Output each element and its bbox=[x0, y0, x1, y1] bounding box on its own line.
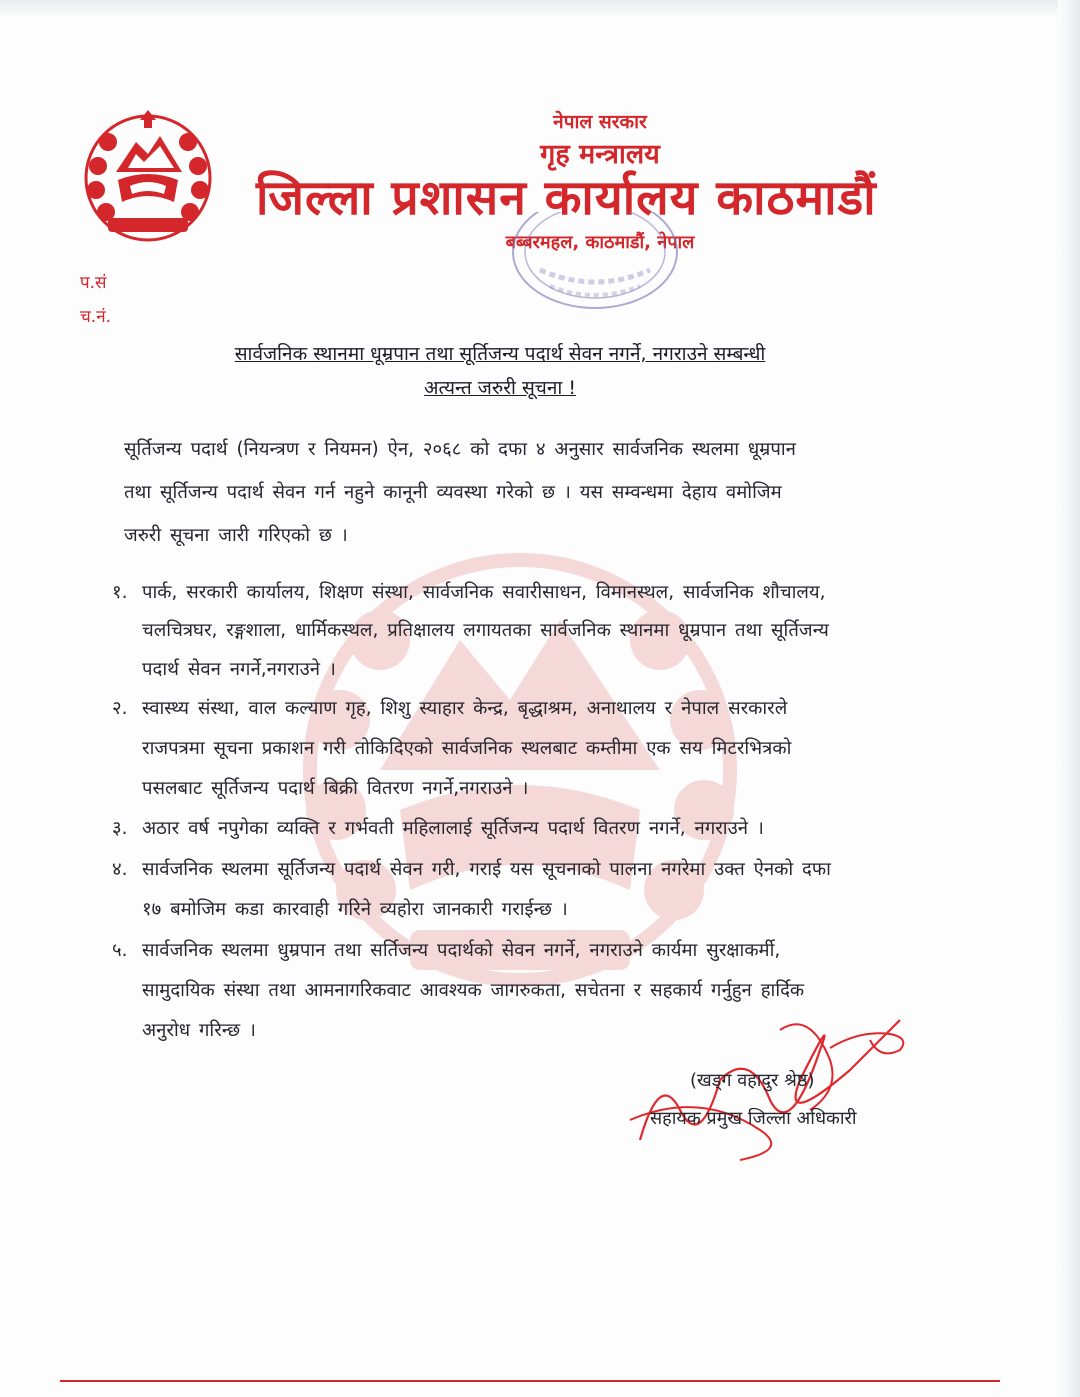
point-number: २. bbox=[112, 698, 128, 719]
letter-number-label: प.सं bbox=[80, 273, 107, 293]
signatory-name: (खड्ग वहादुर श्रेष्ठ) bbox=[690, 1070, 815, 1091]
notice-subject: सार्वजनिक स्थानमा धूम्रपान तथा सूर्तिजन्य पदार्थ सेवन नगर्ने, नगराउने सम्बन्धी bbox=[234, 343, 766, 365]
point-number: ५. bbox=[112, 940, 128, 961]
point-line: सामुदायिक संस्था तथा आमनागरिकवाट आवश्यक जागरुकता, सचेतना र सहकार्य गर्नुहुन हार्दिक bbox=[142, 980, 805, 1001]
point-line: अठार वर्ष नपुगेका व्यक्ति र गर्भवती महिलालाई सूर्तिजन्य पदार्थ वितरण नगर्ने, नगराउने । bbox=[142, 818, 764, 839]
office-name: जिल्ला प्रशासन कार्यालय काठमाडौं bbox=[256, 170, 877, 226]
point-line: पसलबाट सूर्तिजन्य पदार्थ बिक्री वितरण नगर्ने,नगराउने । bbox=[142, 778, 529, 799]
notice-heading: अत्यन्त जरुरी सूचना ! bbox=[424, 377, 576, 399]
government-name: नेपाल सरकार bbox=[553, 111, 647, 133]
office-stamp-icon bbox=[500, 212, 680, 312]
page-edge bbox=[1058, 0, 1080, 1397]
footer-rule bbox=[60, 1380, 1000, 1382]
point-line: सार्वजनिक स्थलमा सूर्तिजन्य पदार्थ सेवन गरी, गराई यस सूचनाको पालना नगरेमा उक्त ऐनको दफा bbox=[142, 859, 831, 880]
point-number: १. bbox=[112, 582, 128, 603]
point-line: चलचित्रघर, रङ्गशाला, धार्मिकस्थल, प्रतिक्षालय लगायतका सार्वजनिक स्थानमा धूम्रपान तथा सूर्तिजन्य bbox=[142, 620, 829, 641]
page-edge bbox=[0, 0, 1080, 18]
signatory-title: सहायक प्रमुख जिल्ला अधिकारी bbox=[650, 1108, 857, 1129]
office-address: बब्बरमहल, काठमाडौं, नेपाल bbox=[505, 232, 695, 253]
point-line: पार्क, सरकारी कार्यालय, शिक्षण संस्था, सार्वजनिक सवारीसाधन, विमानस्थल, सार्वजनिक शौचालय, bbox=[142, 582, 826, 603]
intro-line: तथा सूर्तिजन्य पदार्थ सेवन गर्न नहुने कानूनी व्यवस्था गरेको छ । यस सम्वन्धमा देहाय वमोजिम bbox=[124, 482, 782, 503]
point-line: सार्वजनिक स्थलमा धुम्रपान तथा सर्तिजन्य पदार्थको सेवन नगर्ने, नगराउने कार्यमा सुरक्षाकर्मी, bbox=[142, 940, 781, 961]
dispatch-number-label: च.नं. bbox=[80, 307, 112, 327]
intro-line: सूर्तिजन्य पदार्थ (नियन्त्रण र नियमन) ऐन, २०६८ को दफा ४ अनुसार सार्वजनिक स्थलमा धूम्रपान bbox=[124, 439, 796, 460]
point-line: अनुरोध गरिन्छ । bbox=[142, 1020, 256, 1041]
point-line: राजपत्रमा सूचना प्रकाशन गरी तोकिदिएको सार्वजनिक स्थलबाट कम्तीमा एक सय मिटरभित्रको bbox=[142, 738, 792, 759]
point-line: स्वास्थ्य संस्था, वाल कल्याण गृह, शिशु स्याहार केन्द्र, बृद्धाश्रम, अनाथालय र नेपाल सरकारले bbox=[142, 698, 788, 719]
point-line: १७ बमोजिम कडा कारवाही गरिने व्यहोरा जानकारी गराईन्छ । bbox=[142, 899, 568, 920]
ministry-name: गृह मन्त्रालय bbox=[540, 139, 660, 170]
point-line: पदार्थ सेवन नगर्ने,नगराउने । bbox=[142, 659, 336, 680]
point-number: ४. bbox=[112, 859, 128, 880]
point-number: ३. bbox=[112, 818, 128, 839]
intro-line: जरुरी सूचना जारी गरिएको छ । bbox=[124, 525, 348, 546]
